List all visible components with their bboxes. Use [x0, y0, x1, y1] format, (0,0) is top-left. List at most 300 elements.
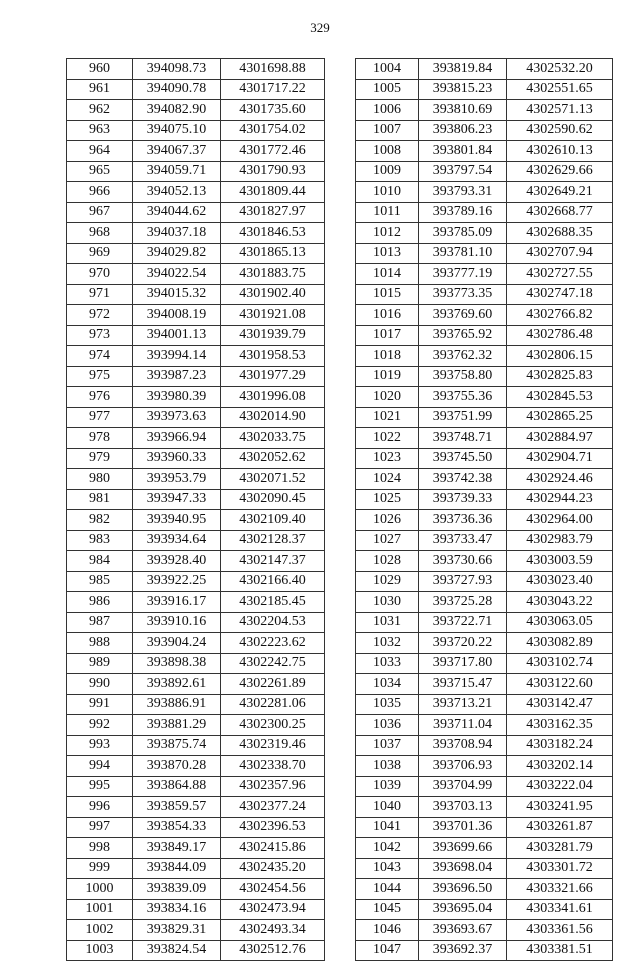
table-row: [356, 469, 613, 490]
x-coordinate-cell: 393928.40: [133, 551, 221, 572]
point-number-cell: 965: [67, 161, 133, 182]
y-coordinate-cell: 4302727.55: [507, 264, 613, 285]
x-coordinate-cell: 393789.16: [419, 202, 507, 223]
point-number-cell: 1032: [356, 633, 419, 654]
y-coordinate-cell: 4302825.83: [507, 366, 613, 387]
y-coordinate-cell: 4303241.95: [507, 797, 613, 818]
x-coordinate-cell: 393730.66: [419, 551, 507, 572]
coordinate-table-left: [66, 58, 325, 961]
table-row: [356, 510, 613, 531]
y-coordinate-cell: 4303162.35: [507, 715, 613, 736]
point-number-cell: 1004: [356, 59, 419, 80]
point-number-cell: 981: [67, 489, 133, 510]
x-coordinate-cell: 393765.92: [419, 325, 507, 346]
x-coordinate-cell: 393910.16: [133, 612, 221, 633]
y-coordinate-cell: 4301958.53: [221, 346, 325, 367]
x-coordinate-cell: 393834.16: [133, 899, 221, 920]
point-number-cell: 1000: [67, 879, 133, 900]
y-coordinate-cell: 4302493.34: [221, 920, 325, 941]
y-coordinate-cell: 4302071.52: [221, 469, 325, 490]
x-coordinate-cell: 394022.54: [133, 264, 221, 285]
x-coordinate-cell: 393720.22: [419, 633, 507, 654]
table-row: [356, 100, 613, 121]
table-row: [356, 305, 613, 326]
table-row: [67, 202, 325, 223]
y-coordinate-cell: 4301809.44: [221, 182, 325, 203]
point-number-cell: 1030: [356, 592, 419, 613]
y-coordinate-cell: 4302281.06: [221, 694, 325, 715]
table-row: [356, 530, 613, 551]
y-coordinate-cell: 4302668.77: [507, 202, 613, 223]
point-number-cell: 961: [67, 79, 133, 100]
x-coordinate-cell: 393922.25: [133, 571, 221, 592]
point-number-cell: 991: [67, 694, 133, 715]
point-number-cell: 1002: [67, 920, 133, 941]
y-coordinate-cell: 4303082.89: [507, 633, 613, 654]
table-row: [67, 407, 325, 428]
y-coordinate-cell: 4301921.08: [221, 305, 325, 326]
table-row: [356, 223, 613, 244]
point-number-cell: 986: [67, 592, 133, 613]
table-row: [356, 79, 613, 100]
point-number-cell: 978: [67, 428, 133, 449]
x-coordinate-cell: 393727.93: [419, 571, 507, 592]
table-row: [67, 223, 325, 244]
table-row: [67, 797, 325, 818]
y-coordinate-cell: 4302610.13: [507, 141, 613, 162]
point-number-cell: 1020: [356, 387, 419, 408]
table-row: [67, 387, 325, 408]
y-coordinate-cell: 4302904.71: [507, 448, 613, 469]
y-coordinate-cell: 4301996.08: [221, 387, 325, 408]
y-coordinate-cell: 4302300.25: [221, 715, 325, 736]
table-row: [67, 510, 325, 531]
table-row: [356, 571, 613, 592]
y-coordinate-cell: 4303381.51: [507, 940, 613, 961]
y-coordinate-cell: 4302532.20: [507, 59, 613, 80]
y-coordinate-cell: 4302128.37: [221, 530, 325, 551]
point-number-cell: 1038: [356, 756, 419, 777]
x-coordinate-cell: 393881.29: [133, 715, 221, 736]
x-coordinate-cell: 393773.35: [419, 284, 507, 305]
coordinate-table-right-body: [356, 59, 613, 961]
y-coordinate-cell: 4303043.22: [507, 592, 613, 613]
y-coordinate-cell: 4301865.13: [221, 243, 325, 264]
point-number-cell: 973: [67, 325, 133, 346]
table-row: [67, 735, 325, 756]
y-coordinate-cell: 4301846.53: [221, 223, 325, 244]
x-coordinate-cell: 393717.80: [419, 653, 507, 674]
point-number-cell: 1023: [356, 448, 419, 469]
y-coordinate-cell: 4302319.46: [221, 735, 325, 756]
x-coordinate-cell: 393824.54: [133, 940, 221, 961]
x-coordinate-cell: 393758.80: [419, 366, 507, 387]
point-number-cell: 979: [67, 448, 133, 469]
y-coordinate-cell: 4302473.94: [221, 899, 325, 920]
point-number-cell: 974: [67, 346, 133, 367]
point-number-cell: 989: [67, 653, 133, 674]
table-row: [356, 735, 613, 756]
table-row: [356, 817, 613, 838]
y-coordinate-cell: 4302204.53: [221, 612, 325, 633]
table-row: [356, 428, 613, 449]
point-number-cell: 972: [67, 305, 133, 326]
point-number-cell: 983: [67, 530, 133, 551]
point-number-cell: 993: [67, 735, 133, 756]
table-row: [356, 387, 613, 408]
table-row: [67, 79, 325, 100]
x-coordinate-cell: 393892.61: [133, 674, 221, 695]
table-row: [67, 182, 325, 203]
y-coordinate-cell: 4302806.15: [507, 346, 613, 367]
point-number-cell: 1016: [356, 305, 419, 326]
x-coordinate-cell: 393739.33: [419, 489, 507, 510]
point-number-cell: 1011: [356, 202, 419, 223]
table-row: [356, 448, 613, 469]
x-coordinate-cell: 394059.71: [133, 161, 221, 182]
table-row: [67, 120, 325, 141]
x-coordinate-cell: 393980.39: [133, 387, 221, 408]
y-coordinate-cell: 4303361.56: [507, 920, 613, 941]
table-row: [67, 366, 325, 387]
table-row: [356, 776, 613, 797]
y-coordinate-cell: 4301772.46: [221, 141, 325, 162]
point-number-cell: 967: [67, 202, 133, 223]
y-coordinate-cell: 4302747.18: [507, 284, 613, 305]
table-row: [67, 284, 325, 305]
y-coordinate-cell: 4302454.56: [221, 879, 325, 900]
y-coordinate-cell: 4302415.86: [221, 838, 325, 859]
table-row: [356, 141, 613, 162]
table-row: [356, 366, 613, 387]
point-number-cell: 976: [67, 387, 133, 408]
y-coordinate-cell: 4303182.24: [507, 735, 613, 756]
table-row: [356, 920, 613, 941]
point-number-cell: 1047: [356, 940, 419, 961]
point-number-cell: 997: [67, 817, 133, 838]
table-row: [67, 141, 325, 162]
point-number-cell: 984: [67, 551, 133, 572]
table-row: [356, 797, 613, 818]
point-number-cell: 1005: [356, 79, 419, 100]
x-coordinate-cell: 393748.71: [419, 428, 507, 449]
x-coordinate-cell: 393695.04: [419, 899, 507, 920]
table-row: [67, 653, 325, 674]
table-row: [67, 59, 325, 80]
point-number-cell: 1028: [356, 551, 419, 572]
table-row: [67, 100, 325, 121]
point-number-cell: 996: [67, 797, 133, 818]
y-coordinate-cell: 4302223.62: [221, 633, 325, 654]
y-coordinate-cell: 4302786.48: [507, 325, 613, 346]
x-coordinate-cell: 393864.88: [133, 776, 221, 797]
point-number-cell: 985: [67, 571, 133, 592]
y-coordinate-cell: 4303063.05: [507, 612, 613, 633]
y-coordinate-cell: 4302865.25: [507, 407, 613, 428]
y-coordinate-cell: 4302052.62: [221, 448, 325, 469]
y-coordinate-cell: 4303281.79: [507, 838, 613, 859]
x-coordinate-cell: 393806.23: [419, 120, 507, 141]
x-coordinate-cell: 393815.23: [419, 79, 507, 100]
point-number-cell: 1003: [67, 940, 133, 961]
point-number-cell: 1009: [356, 161, 419, 182]
point-number-cell: 962: [67, 100, 133, 121]
point-number-cell: 987: [67, 612, 133, 633]
point-number-cell: 1029: [356, 571, 419, 592]
table-row: [67, 264, 325, 285]
y-coordinate-cell: 4303122.60: [507, 674, 613, 695]
table-row: [356, 161, 613, 182]
x-coordinate-cell: 394015.32: [133, 284, 221, 305]
point-number-cell: 980: [67, 469, 133, 490]
x-coordinate-cell: 393801.84: [419, 141, 507, 162]
y-coordinate-cell: 4301883.75: [221, 264, 325, 285]
x-coordinate-cell: 393793.31: [419, 182, 507, 203]
y-coordinate-cell: 4302571.13: [507, 100, 613, 121]
y-coordinate-cell: 4302707.94: [507, 243, 613, 264]
y-coordinate-cell: 4303003.59: [507, 551, 613, 572]
table-row: [67, 674, 325, 695]
table-row: [67, 879, 325, 900]
x-coordinate-cell: 393692.37: [419, 940, 507, 961]
x-coordinate-cell: 393810.69: [419, 100, 507, 121]
x-coordinate-cell: 394067.37: [133, 141, 221, 162]
table-row: [356, 940, 613, 961]
point-number-cell: 1006: [356, 100, 419, 121]
y-coordinate-cell: 4302396.53: [221, 817, 325, 838]
y-coordinate-cell: 4302090.45: [221, 489, 325, 510]
point-number-cell: 1044: [356, 879, 419, 900]
table-row: [67, 592, 325, 613]
y-coordinate-cell: 4301790.93: [221, 161, 325, 182]
table-row: [67, 920, 325, 941]
x-coordinate-cell: 393819.84: [419, 59, 507, 80]
y-coordinate-cell: 4303301.72: [507, 858, 613, 879]
x-coordinate-cell: 393854.33: [133, 817, 221, 838]
y-coordinate-cell: 4303341.61: [507, 899, 613, 920]
point-number-cell: 1021: [356, 407, 419, 428]
x-coordinate-cell: 393916.17: [133, 592, 221, 613]
point-number-cell: 970: [67, 264, 133, 285]
point-number-cell: 1014: [356, 264, 419, 285]
table-row: [356, 858, 613, 879]
point-number-cell: 1034: [356, 674, 419, 695]
x-coordinate-cell: 393755.36: [419, 387, 507, 408]
y-coordinate-cell: 4302688.35: [507, 223, 613, 244]
table-row: [67, 489, 325, 510]
y-coordinate-cell: 4303261.87: [507, 817, 613, 838]
point-number-cell: 1027: [356, 530, 419, 551]
table-row: [67, 530, 325, 551]
point-number-cell: 1035: [356, 694, 419, 715]
point-number-cell: 964: [67, 141, 133, 162]
x-coordinate-cell: 393722.71: [419, 612, 507, 633]
y-coordinate-cell: 4302629.66: [507, 161, 613, 182]
point-number-cell: 1040: [356, 797, 419, 818]
table-row: [356, 551, 613, 572]
table-row: [356, 243, 613, 264]
x-coordinate-cell: 393987.23: [133, 366, 221, 387]
x-coordinate-cell: 394001.13: [133, 325, 221, 346]
table-row: [356, 59, 613, 80]
x-coordinate-cell: 393703.13: [419, 797, 507, 818]
point-number-cell: 1017: [356, 325, 419, 346]
point-number-cell: 1026: [356, 510, 419, 531]
table-row: [67, 469, 325, 490]
x-coordinate-cell: 393701.36: [419, 817, 507, 838]
point-number-cell: 1012: [356, 223, 419, 244]
x-coordinate-cell: 393947.33: [133, 489, 221, 510]
point-number-cell: 990: [67, 674, 133, 695]
point-number-cell: 988: [67, 633, 133, 654]
point-number-cell: 1013: [356, 243, 419, 264]
table-row: [356, 756, 613, 777]
table-row: [356, 407, 613, 428]
point-number-cell: 971: [67, 284, 133, 305]
point-number-cell: 969: [67, 243, 133, 264]
y-coordinate-cell: 4301939.79: [221, 325, 325, 346]
y-coordinate-cell: 4302964.00: [507, 510, 613, 531]
x-coordinate-cell: 393745.50: [419, 448, 507, 469]
table-row: [67, 305, 325, 326]
x-coordinate-cell: 393699.66: [419, 838, 507, 859]
x-coordinate-cell: 393698.04: [419, 858, 507, 879]
table-row: [67, 571, 325, 592]
x-coordinate-cell: 393849.17: [133, 838, 221, 859]
x-coordinate-cell: 393785.09: [419, 223, 507, 244]
table-row: [67, 858, 325, 879]
point-number-cell: 1045: [356, 899, 419, 920]
y-coordinate-cell: 4303321.66: [507, 879, 613, 900]
point-number-cell: 1031: [356, 612, 419, 633]
y-coordinate-cell: 4302649.21: [507, 182, 613, 203]
table-row: [356, 120, 613, 141]
x-coordinate-cell: 393696.50: [419, 879, 507, 900]
point-number-cell: 1043: [356, 858, 419, 879]
x-coordinate-cell: 394029.82: [133, 243, 221, 264]
table-row: [356, 899, 613, 920]
coordinate-table-right: [355, 58, 613, 961]
y-coordinate-cell: 4302884.97: [507, 428, 613, 449]
point-number-cell: 1033: [356, 653, 419, 674]
y-coordinate-cell: 4302924.46: [507, 469, 613, 490]
y-coordinate-cell: 4301977.29: [221, 366, 325, 387]
y-coordinate-cell: 4301698.88: [221, 59, 325, 80]
table-row: [67, 428, 325, 449]
x-coordinate-cell: 393704.99: [419, 776, 507, 797]
table-row: [67, 448, 325, 469]
x-coordinate-cell: 393973.63: [133, 407, 221, 428]
point-number-cell: 1022: [356, 428, 419, 449]
x-coordinate-cell: 393960.33: [133, 448, 221, 469]
x-coordinate-cell: 394037.18: [133, 223, 221, 244]
x-coordinate-cell: 394075.10: [133, 120, 221, 141]
x-coordinate-cell: 393708.94: [419, 735, 507, 756]
point-number-cell: 995: [67, 776, 133, 797]
x-coordinate-cell: 393994.14: [133, 346, 221, 367]
table-row: [67, 756, 325, 777]
point-number-cell: 999: [67, 858, 133, 879]
point-number-cell: 1018: [356, 346, 419, 367]
x-coordinate-cell: 393693.67: [419, 920, 507, 941]
x-coordinate-cell: 393736.36: [419, 510, 507, 531]
y-coordinate-cell: 4302512.76: [221, 940, 325, 961]
table-row: [67, 776, 325, 797]
y-coordinate-cell: 4303102.74: [507, 653, 613, 674]
y-coordinate-cell: 4303023.40: [507, 571, 613, 592]
table-row: [67, 346, 325, 367]
x-coordinate-cell: 393966.94: [133, 428, 221, 449]
table-row: [67, 161, 325, 182]
table-row: [356, 838, 613, 859]
table-row: [67, 940, 325, 961]
table-row: [67, 899, 325, 920]
point-number-cell: 1019: [356, 366, 419, 387]
y-coordinate-cell: 4302590.62: [507, 120, 613, 141]
x-coordinate-cell: 393870.28: [133, 756, 221, 777]
table-row: [356, 202, 613, 223]
table-row: [67, 243, 325, 264]
point-number-cell: 963: [67, 120, 133, 141]
table-row: [67, 715, 325, 736]
x-coordinate-cell: 393781.10: [419, 243, 507, 264]
point-number-cell: 977: [67, 407, 133, 428]
table-row: [356, 489, 613, 510]
x-coordinate-cell: 393940.95: [133, 510, 221, 531]
table-row: [356, 284, 613, 305]
point-number-cell: 992: [67, 715, 133, 736]
x-coordinate-cell: 393706.93: [419, 756, 507, 777]
table-row: [356, 346, 613, 367]
table-row: [67, 817, 325, 838]
x-coordinate-cell: 393725.28: [419, 592, 507, 613]
y-coordinate-cell: 4302944.23: [507, 489, 613, 510]
y-coordinate-cell: 4302357.96: [221, 776, 325, 797]
y-coordinate-cell: 4302845.53: [507, 387, 613, 408]
table-row: [67, 612, 325, 633]
y-coordinate-cell: 4303222.04: [507, 776, 613, 797]
x-coordinate-cell: 393875.74: [133, 735, 221, 756]
page-number: 329: [310, 20, 330, 35]
table-row: [356, 325, 613, 346]
point-number-cell: 968: [67, 223, 133, 244]
y-coordinate-cell: 4302242.75: [221, 653, 325, 674]
point-number-cell: 1024: [356, 469, 419, 490]
point-number-cell: 994: [67, 756, 133, 777]
point-number-cell: 960: [67, 59, 133, 80]
table-row: [356, 182, 613, 203]
table-row: [356, 694, 613, 715]
y-coordinate-cell: 4302377.24: [221, 797, 325, 818]
x-coordinate-cell: 393742.38: [419, 469, 507, 490]
table-row: [67, 838, 325, 859]
point-number-cell: 998: [67, 838, 133, 859]
point-number-cell: 1001: [67, 899, 133, 920]
table-row: [356, 879, 613, 900]
coordinate-table-left-body: [67, 59, 325, 961]
y-coordinate-cell: 4302435.20: [221, 858, 325, 879]
table-row: [356, 264, 613, 285]
x-coordinate-cell: 393953.79: [133, 469, 221, 490]
x-coordinate-cell: 393829.31: [133, 920, 221, 941]
x-coordinate-cell: 393898.38: [133, 653, 221, 674]
table-row: [67, 633, 325, 654]
table-row: [356, 612, 613, 633]
point-number-cell: 1010: [356, 182, 419, 203]
y-coordinate-cell: 4301902.40: [221, 284, 325, 305]
y-coordinate-cell: 4302551.65: [507, 79, 613, 100]
y-coordinate-cell: 4302147.37: [221, 551, 325, 572]
